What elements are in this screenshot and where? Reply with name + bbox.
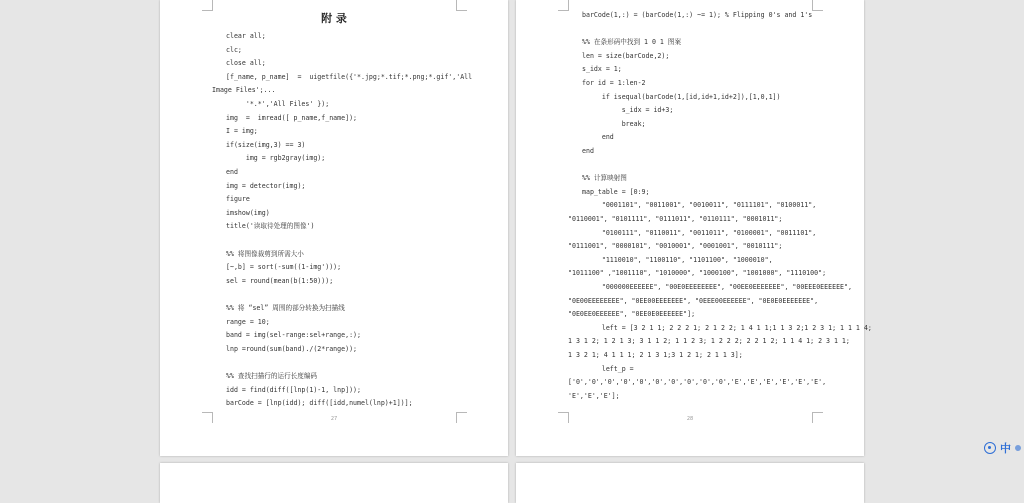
code-line: lnp =round(sum(band)./(2*range)); xyxy=(226,344,358,353)
code-line: [f_name, p_name] = uigetfile({'*.jpg;*.tif;*.png;*.gif','All xyxy=(226,72,473,81)
code-line: %% 在条形码中找到 1 0 1 图案 xyxy=(582,38,682,47)
code-line: sel = round(mean(b(1:50))); xyxy=(226,276,334,285)
code-line: clc; xyxy=(226,45,242,54)
code-line: "0100111", "0110011", "0011011", "0100001", "0011101", xyxy=(582,228,817,237)
code-line: map_table = [0:9; xyxy=(582,187,650,196)
code-line: [~,b] = sort(-sum((1-img'))); xyxy=(226,263,342,272)
page-number: 28 xyxy=(686,416,694,422)
margin-mark xyxy=(558,0,569,11)
code-line: range = 10; xyxy=(226,317,270,326)
code-line: %% 将图像裁剪到所需大小 xyxy=(226,249,304,258)
code-line: %% 查找扫描行的运行长度编码 xyxy=(226,372,318,380)
ime-language-label: 中 xyxy=(1000,442,1011,455)
code-line: for id = 1:len-2 xyxy=(582,79,646,87)
document-page-next-left xyxy=(160,463,508,503)
code-line: 1 3 2 1; 4 1 1 1; 2 1 3 1;3 1 2 1; 2 1 1 3]; xyxy=(568,351,743,359)
code-line: barCode(1,:) = (barCode(1,:) ~= 1); % Flipping 0's and 1's xyxy=(582,11,813,19)
ime-indicator[interactable] xyxy=(984,441,1021,455)
code-line: if isequal(barCode(1,[id,id+1,id+2]),[1,0,1]) xyxy=(582,92,781,101)
code-line: band = img(sel-range:sel+range,:); xyxy=(226,331,361,340)
code-line: 'E','E','E']; xyxy=(568,391,620,400)
code-line: end xyxy=(226,168,238,176)
code-line: figure xyxy=(226,195,250,204)
code-line: s_idx = 1; xyxy=(582,65,622,74)
code-line: img = detector(img); xyxy=(226,181,306,190)
code-line: "0E0EE0EEEEEE", "0EE0E0EEEEEE"]; xyxy=(568,310,696,319)
code-line: I = img; xyxy=(226,127,258,136)
code-line: clear all; xyxy=(226,32,266,40)
code-line: len = size(barCode,2); xyxy=(582,51,670,60)
document-page-next-right xyxy=(516,463,864,503)
code-line: ['0','0','0','0','0','0','0','0','0','0','E','E','E','E','E','E', xyxy=(568,378,827,387)
code-line: s_idx = id+3; xyxy=(582,106,674,115)
vertical-scrollbar[interactable] xyxy=(1016,0,1024,483)
code-line: if(size(img,3) == 3) xyxy=(226,140,306,149)
code-line: %% 计算映射图 xyxy=(582,174,627,183)
code-line: 1 3 1 2; 1 2 1 3; 3 1 1 2; 1 1 2 3; 1 2 2 2; 2 2 1 2; 1 1 4 1; 2 3 1 1; xyxy=(568,337,850,346)
page-number: 27 xyxy=(330,416,338,422)
code-line: "1011100" ,"1001110", "1010000", "1000100", "1001000", "1110100"; xyxy=(568,269,827,278)
code-line: "0111001", "0000101", "0010001", "0001001", "0010111"; xyxy=(568,242,783,251)
code-line: idd = find(diff([lnp(1)-1, lnp])); xyxy=(226,385,361,394)
code-line: left = [3 2 1 1; 2 2 2 1; 2 1 2 2; 1 4 1 1;1 1 3 2;1 2 3 1; 1 1 1 4; xyxy=(582,323,872,332)
code-line: close all; xyxy=(226,59,266,68)
code-line: "000000EEEEEE", "00E0EEEEEEEE", "00EE0EEEEEEE", "00EEE0EEEEEE", xyxy=(582,283,852,291)
code-line: '*.*','All Files' }); xyxy=(226,100,330,108)
code-line: "1110010", "1100110", "1101100", "1000010", xyxy=(582,255,773,264)
document-page-27 xyxy=(160,0,508,456)
code-line: "0E00EEEEEEEE", "0EE00EEEEEEE", "0EEE00EEEEEE", "0E0E0EEEEEEE", xyxy=(568,296,819,305)
appendix-title: 附 录 xyxy=(321,12,347,25)
code-line: break; xyxy=(582,119,646,128)
code-line: title('读取待处理的图像') xyxy=(226,222,315,231)
code-line: barCode = [lnp(idd); diff([idd,numel(lnp)+1])]; xyxy=(226,399,413,408)
document-page-28 xyxy=(516,0,872,456)
code-line: imshow(img) xyxy=(226,208,270,217)
code-line: left_p = xyxy=(582,364,634,373)
code-line: end xyxy=(582,147,594,155)
code-line: end xyxy=(582,133,614,142)
code-line: "0001101", "0011001", "0010011", "0111101", "0100011", xyxy=(582,201,817,210)
code-line: "0110001", "0101111", "0111011", "0110111", "0001011"; xyxy=(568,215,783,223)
ime-logo-icon xyxy=(984,442,996,454)
margin-mark xyxy=(812,0,823,11)
code-line: img = rgb2gray(img); xyxy=(226,154,326,163)
code-line: img = imread([ p_name,f_name]); xyxy=(226,113,358,122)
code-line: %% 将 “sel” 周围的部分转换为扫描线 xyxy=(226,304,345,312)
ime-status-dot-icon xyxy=(1015,445,1021,451)
code-line: Image Files';... xyxy=(212,86,276,95)
